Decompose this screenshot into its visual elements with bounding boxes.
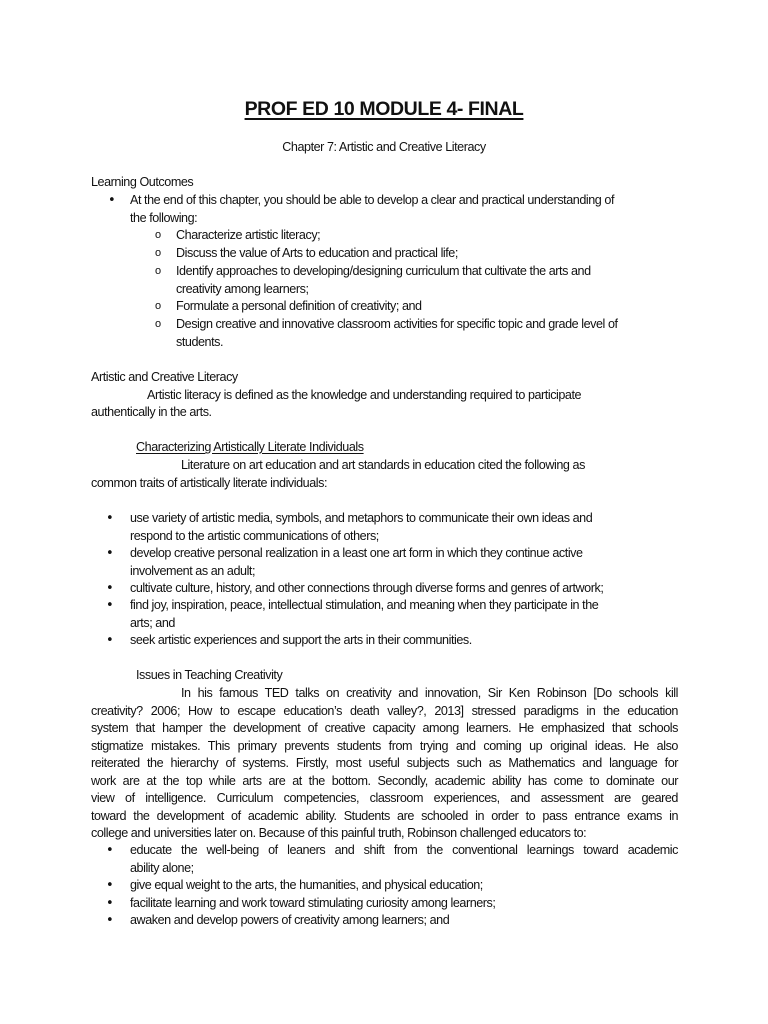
sub-bullet-marker: o (155, 229, 162, 241)
outcome-item-continued: students. (176, 334, 224, 349)
bullet-marker: • (106, 913, 114, 928)
artistic-literacy-text: authentically in the arts. (91, 405, 212, 419)
bullet-marker: • (106, 581, 114, 596)
issues-paragraph-line: view of intelligence. Curriculum competencies, classroom experiences, and assessment are geared (91, 791, 678, 805)
outcomes-intro-line: At the end of this chapter, you should be able to develop a clear and practical understanding of (130, 193, 614, 207)
characterizing-heading: Characterizing Artistically Literate Individuals (136, 440, 364, 454)
trait-item: seek artistic experiences and support the arts in their communities. (130, 633, 472, 647)
learning-outcomes-heading: Learning Outcomes (91, 175, 194, 189)
outcome-item: Identify approaches to developing/designing curriculum that cultivate the arts and (176, 264, 591, 278)
outcome-item: Discuss the value of Arts to education and practical life; (176, 246, 458, 260)
issues-paragraph-line: In his famous TED talks on creativity and innovation, Sir Ken Robinson [Do schools kill (181, 686, 678, 700)
trait-item: develop creative personal realization in a least one art form in which they continue active (130, 546, 583, 560)
outcome-item: Design creative and innovative classroom activities for specific topic and grade level of (176, 317, 618, 331)
issues-paragraph-line: work are at the top while arts are at the bottom. Secondly, academic ability has come to dominate our (91, 773, 678, 788)
issues-heading: Issues in Teaching Creativity (136, 668, 283, 682)
challenge-item: give equal weight to the arts, the humanities, and physical education; (130, 878, 483, 892)
issues-paragraph-line: toward the development of academic ability. Students are schooled in order to pass entrance exams in (91, 808, 678, 823)
page-title: PROF ED 10 MODULE 4- FINAL (244, 98, 524, 120)
sub-bullet-marker: o (155, 247, 162, 259)
issues-paragraph-line: creativity? 2006; How to escape education’s death valley?, 2013] stressed paradigms in the education (91, 703, 678, 718)
issues-paragraph-line: stigmatize mistakes. This primary prevents students from trying and coming up original ideas. He also (91, 738, 678, 753)
trait-item: find joy, inspiration, peace, intellectual stimulation, and meaning when they participate in the (130, 598, 599, 612)
issues-paragraph-line: college and universities later on. Because of this painful truth, Robinson challenged educators to: (91, 826, 587, 840)
outcome-item: Formulate a personal definition of creativity; and (176, 299, 422, 313)
bullet-marker: • (106, 633, 114, 648)
sub-bullet-marker: o (155, 318, 162, 330)
trait-item: cultivate culture, history, and other connections through diverse forms and genres of artwork; (130, 581, 604, 595)
outcomes-intro-line: the following: (130, 210, 198, 225)
chapter-heading: Chapter 7: Artistic and Creative Literacy (282, 140, 486, 154)
outcome-item-continued: creativity among learners; (176, 281, 309, 296)
trait-item-continued: arts; and (130, 615, 175, 630)
bullet-marker: • (106, 896, 114, 911)
trait-item: use variety of artistic media, symbols, and metaphors to communicate their own ideas and (130, 511, 593, 525)
issues-paragraph-line: system that hamper the development of creative capacity among learners. He emphasized that schools (91, 721, 678, 735)
challenge-item: awaken and develop powers of creativity among learners; and (130, 913, 450, 927)
challenge-item: educate the well-being of leaners and shift from the conventional learnings toward academic (130, 843, 678, 857)
bullet-marker: • (106, 878, 114, 893)
outcome-item: Characterize artistic literacy; (176, 228, 321, 242)
sub-bullet-marker: o (155, 300, 162, 312)
artistic-literacy-heading: Artistic and Creative Literacy (91, 370, 238, 384)
sub-bullet-marker: o (155, 265, 162, 277)
trait-item-continued: respond to the artistic communications of others; (130, 528, 379, 543)
characterizing-text: Literature on art education and art standards in education cited the following as (181, 458, 585, 472)
bullet-marker: • (106, 598, 114, 613)
artistic-literacy-text: Artistic literacy is defined as the knowledge and understanding required to participate (147, 388, 582, 402)
challenge-item-continued: ability alone; (130, 860, 194, 875)
characterizing-text: common traits of artistically literate individuals: (91, 476, 328, 490)
bullet-marker: • (106, 546, 114, 561)
trait-item-continued: involvement as an adult; (130, 563, 256, 578)
challenge-item: facilitate learning and work toward stimulating curiosity among learners; (130, 896, 496, 910)
bullet-marker: • (106, 843, 114, 858)
bullet-marker: • (108, 193, 116, 208)
issues-paragraph-line: reiterated the hierarchy of systems. Firstly, most useful subjects such as Mathematics and language for (91, 756, 678, 770)
bullet-marker: • (106, 511, 114, 526)
